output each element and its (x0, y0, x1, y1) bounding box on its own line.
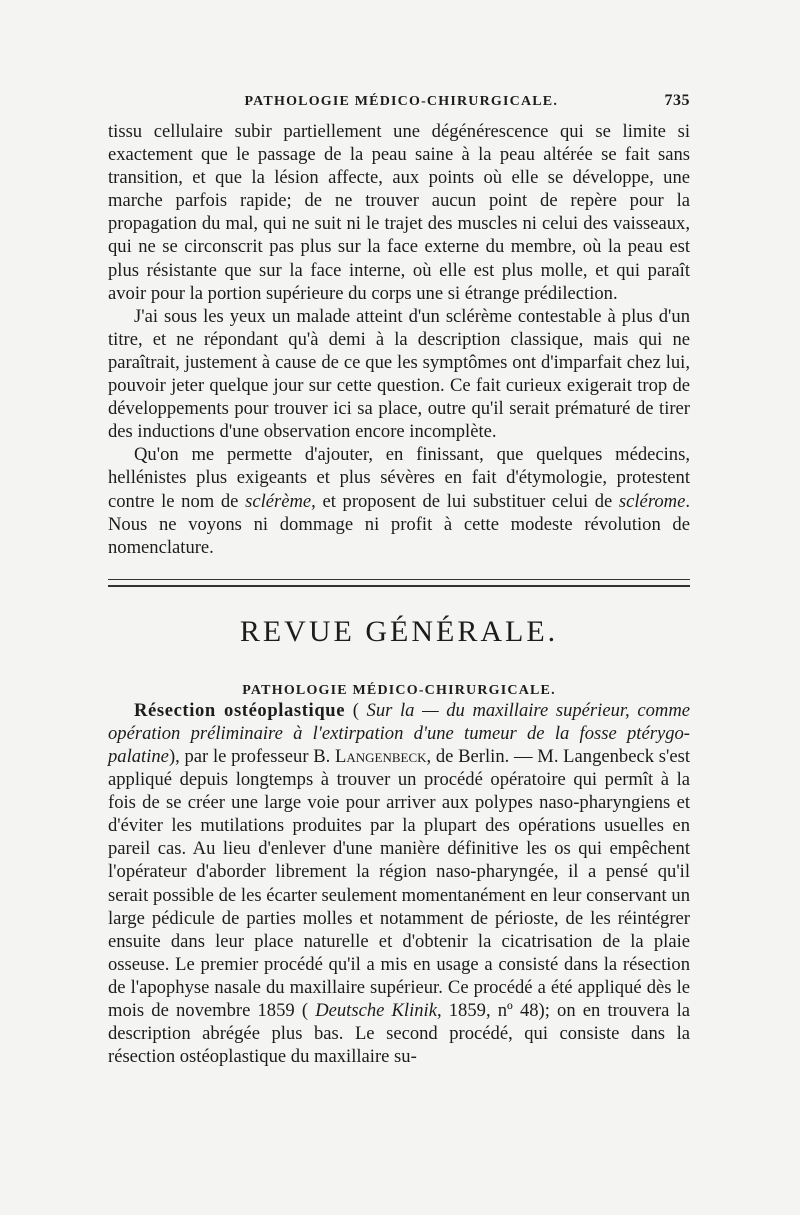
paragraph-3-text-end: . Nous ne voyons ni dommage ni profit à cette modeste révolution de nomenclature. (108, 490, 690, 558)
paragraph-3 (108, 443, 690, 558)
paragraph-2: J'ai sous les yeux un malade atteint d'un sclérème contestable à plus d'un titre, et ne répondant qu'à demi à la description classique, mais qui ne paraîtrait, justement à cause de ce que les symptômes ont d'imparfait chez lui, pouvoir jeter quelque jour sur cette question. Ce fait curieux exigerait trop de développements pour trouver ici sa place, outre qu'il serait prématuré de tirer des inductions d'une observation encore incomplète. (108, 305, 690, 443)
book-page (108, 92, 690, 1068)
section-title: REVUE GÉNÉRALE. (239, 614, 559, 648)
term-sclereme: sclérème (245, 490, 312, 512)
paragraph-3-text-middle: , et proposent de lui substituer celui de (311, 490, 619, 512)
subsection-title: PATHOLOGIE MÉDICO-CHIRURGICALE. (242, 682, 556, 698)
running-title: PATHOLOGIE MÉDICO-CHIRURGICALE. (244, 94, 559, 109)
article-sep-1: ( (345, 699, 367, 721)
article-paragraph (108, 699, 690, 1069)
section-divider (108, 579, 690, 587)
term-sclerome: sclérome (618, 490, 686, 512)
journal-title: Deutsche Klinik (315, 1000, 437, 1021)
paragraph-1: tissu cellulaire subir partiellement une dégénérescence qui se limite si exactement que le passage de la peau saine à la peau altérée se fait sans transition, et que la lésion affecte, aux points où elle se développe, une marche parfois rapide; de ne trouver aucun point de repère pour la propagation du mal, qui ne suit ni le trajet des muscles ni celui des vaisseaux, qui ne se circonscrit pas plus sur la face externe du membre, où la peau est plus résistante que sur la face interne, où elle est plus molle, et qui paraît avoir pour la portion supérieure du corps une si étrange prédilection. (108, 121, 690, 304)
running-header (108, 92, 690, 120)
page-number: 735 (664, 92, 690, 109)
article-lead-title: Résection ostéoplastique (134, 699, 346, 721)
paragraph-3-text: Qu'on me permette d'ajouter, en finissant, que quelques médecins, hellénistes plus exigeants et plus sévères en fait d'étymologie, protestent contre le nom de (108, 444, 690, 512)
article-body-end: , 1859, nº 48); on en trouvera la description abrégée plus bas. Le second procédé, qui consiste dans la résection ostéoplastique du maxillaire su- (108, 1000, 691, 1068)
article-subtitle: Sur la — du maxillaire supérieur, comme opération préliminaire à l'extirpation d'une tumeur de la fosse ptérygo-palatine (108, 699, 690, 767)
article-body: , de Berlin. — M. Langenbeck s'est appliqué depuis longtemps à trouver un procédé opératoire qui permît à la fois de se créer une large voie pour arriver aux polypes naso-pharyngiens et d'éviter les mutilations produites par la plupart des opérations usuelles en pareil cas. Au lieu d'enlever d'une manière définitive les os qui empêchent l'opérateur d'aborder librement la région naso-pharyngée, il a pensé qu'il serait possible de les écarter seulement momentanément en leur conservant un large pédicule de parties molles et notamment de périoste, de les réintégrer ensuite dans leur place naturelle et d'obtenir la cicatrisation de la plaie osseuse. Le premier procédé qu'il a mis en usage a consisté dans la résection de l'apophyse nasale du maxillaire supérieur. Ce procédé a été appliqué dès le mois de novembre 1859 ( (108, 745, 690, 1021)
article-author: Langenbeck (335, 745, 427, 767)
article-sep-2: ), par le professeur B. (168, 745, 335, 767)
